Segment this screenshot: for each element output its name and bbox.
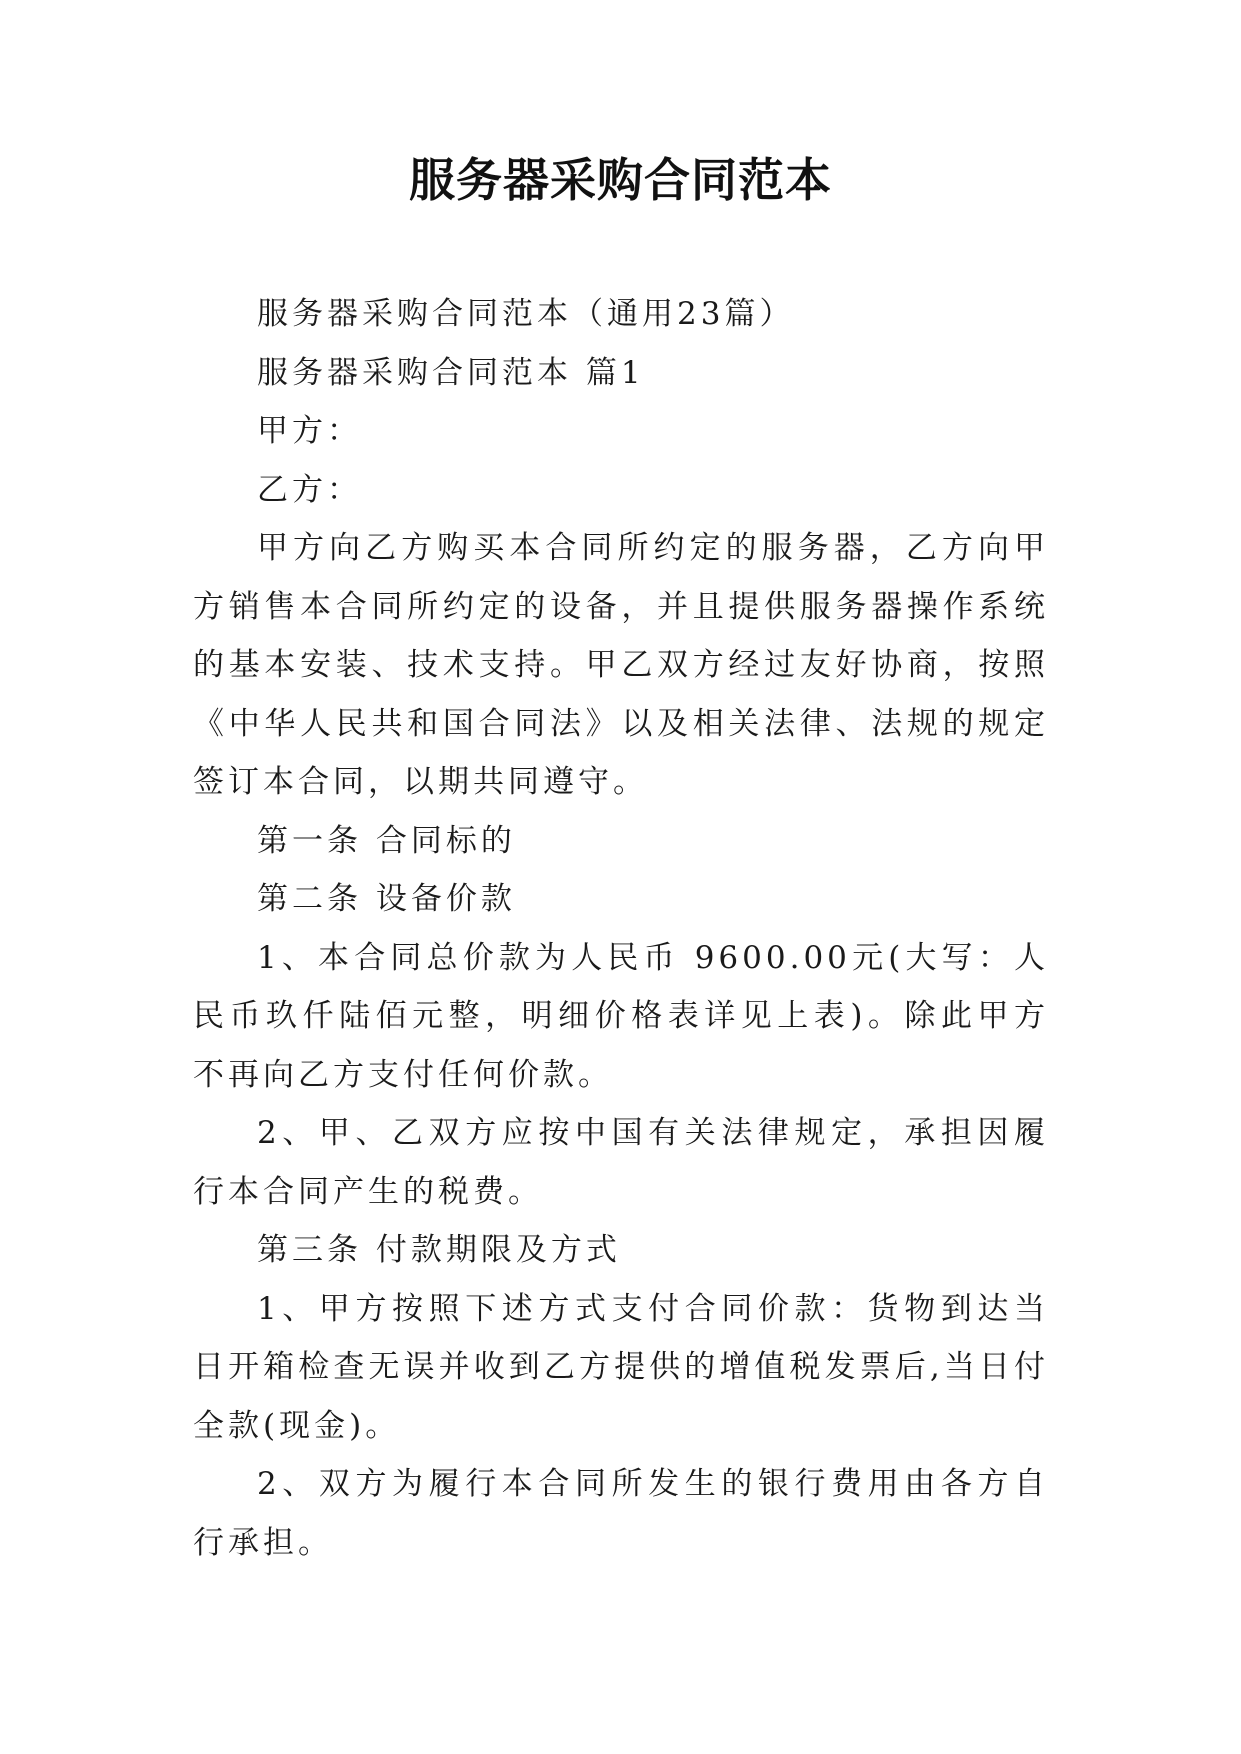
article-3-heading: 第三条 付款期限及方式 bbox=[257, 1232, 621, 1268]
intro-paragraph: 甲方向乙方购买本合同所约定的服务器，乙方向甲方销售本合同所约定的设备，并且提供服务器操作系统的基本安装、技术支持。甲乙双方经过友好协商，按照《中华人民共和国合同法》以及相关法律、法规的规定签订本合同，以期共同遵守。 bbox=[193, 530, 1049, 800]
article-2-heading: 第二条 设备价款 bbox=[257, 881, 516, 917]
section-heading-paragraph: 服务器采购合同范本 篇1 bbox=[257, 354, 645, 391]
document-title: 服务器采购合同范本 bbox=[409, 153, 832, 207]
article-3-clause-1: 1、甲方按照下述方式支付合同价款：货物到达当日开箱检查无误并收到乙方提供的增值税发票后,当日付全款(现金)。 bbox=[193, 1290, 1049, 1444]
article-2-clause-1: 1、本合同总价款为人民币 9600.00元(大写：人民币玖仟陆佰元整，明细价格表详见上表)。除此甲方不再向乙方支付任何价款。 bbox=[193, 939, 1049, 1093]
document-body bbox=[193, 285, 1049, 1572]
article-1-heading: 第一条 合同标的 bbox=[257, 822, 516, 859]
subtitle-paragraph: 服务器采购合同范本（通用23篇） bbox=[257, 296, 795, 332]
article-2-clause-2: 2、甲、乙双方应按中国有关法律规定，承担因履行本合同产生的税费。 bbox=[193, 1115, 1049, 1210]
article-3-clause-2: 2、双方为履行本合同所发生的银行费用由各方自行承担。 bbox=[193, 1466, 1049, 1561]
party-a-line: 甲方： bbox=[257, 413, 362, 449]
party-b-line: 乙方： bbox=[257, 471, 362, 508]
